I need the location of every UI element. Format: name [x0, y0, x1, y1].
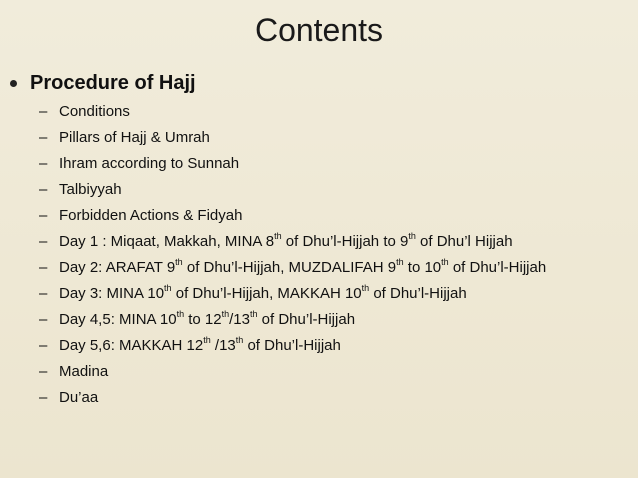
ordinal-suffix: th [235, 335, 244, 345]
text-run: of Dhu’l-Hijjah [448, 259, 547, 276]
text-run: Day 1 : Miqaat, Makkah, MINA 8 [59, 233, 275, 250]
list-item [39, 281, 629, 307]
text-run: Pillars of Hajj & Umrah [59, 129, 210, 146]
dash-icon: – [39, 129, 48, 146]
text-run: to 10 [403, 259, 442, 276]
dash-icon: – [39, 311, 48, 328]
dash-icon: – [39, 155, 48, 172]
text-run: Du’aa [59, 389, 99, 406]
list-item-text [59, 203, 242, 229]
ordinal-suffix: th [249, 309, 258, 319]
text-run: of Dhu’l-Hijjah to 9 [281, 233, 409, 250]
list-item-text [59, 177, 122, 203]
ordinal-suffix: th [441, 257, 449, 267]
text-run: of Dhu’l Hijjah [415, 233, 513, 250]
list-item-text [59, 333, 341, 359]
text-run: of Dhu’l-Hijjah [243, 337, 341, 354]
ordinal-suffix: th [175, 257, 183, 267]
dash-icon: – [39, 103, 48, 120]
text-run: of Dhu’l-Hijjah [257, 311, 356, 328]
list-item [39, 385, 629, 411]
list-item [39, 255, 629, 281]
list-item [39, 359, 629, 385]
text-run: Forbidden Actions & Fidyah [59, 207, 243, 224]
text-run: to 12 [184, 311, 222, 328]
bullet-dot-icon [10, 80, 17, 87]
ordinal-suffix: th [408, 231, 416, 241]
ordinal-suffix: th [396, 257, 404, 267]
sub-item-list [39, 99, 629, 411]
text-run: of Dhu’l-Hijjah, MUZDALIFAH 9 [182, 259, 397, 276]
dash-icon: – [39, 337, 48, 354]
ordinal-suffix: th [274, 231, 282, 241]
list-item [39, 177, 629, 203]
list-item-text [59, 125, 210, 151]
list-item-text [59, 99, 130, 125]
text-run: Conditions [59, 103, 130, 120]
list-item [39, 333, 629, 359]
list-item-text [59, 229, 513, 255]
text-run: Day 5,6: MAKKAH 12 [59, 337, 204, 354]
slide-title: Contents [254, 12, 384, 48]
main-bullet [10, 68, 196, 98]
list-item [39, 125, 629, 151]
ordinal-suffix: th [164, 283, 172, 293]
main-bullet-text: Procedure of Hajj [30, 71, 196, 94]
dash-icon: – [39, 259, 48, 276]
text-run: Day 2: ARAFAT 9 [59, 259, 176, 276]
ordinal-suffix: th [176, 309, 185, 319]
text-run: /13 [210, 337, 236, 354]
list-item-text [59, 307, 355, 333]
list-item-text [59, 281, 467, 307]
list-item [39, 229, 629, 255]
text-run: Day 3: MINA 10 [59, 285, 165, 302]
text-run: Madina [59, 363, 109, 380]
list-item [39, 307, 629, 333]
dash-icon: – [39, 389, 48, 406]
list-item-text [59, 255, 546, 281]
text-run: Talbiyyah [59, 181, 122, 198]
dash-icon: – [39, 181, 48, 198]
dash-icon: – [39, 207, 48, 224]
text-run: /13 [229, 311, 250, 328]
text-run: of Dhu’l-Hijjah, MAKKAH 10 [171, 285, 362, 302]
list-item [39, 203, 629, 229]
dash-icon: – [39, 363, 48, 380]
text-run: of Dhu’l-Hijjah [369, 285, 467, 302]
text-run: Day 4,5: MINA 10 [59, 311, 177, 328]
ordinal-suffix: th [203, 335, 211, 345]
ordinal-suffix: th [361, 283, 370, 293]
list-item-text [59, 385, 98, 411]
list-item-text [59, 151, 239, 177]
list-item [39, 99, 629, 125]
ordinal-suffix: th [221, 309, 230, 319]
list-item-text [59, 359, 108, 385]
text-run: Ihram according to Sunnah [59, 155, 240, 172]
list-item [39, 151, 629, 177]
dash-icon: – [39, 285, 48, 302]
dash-icon: – [39, 233, 48, 250]
